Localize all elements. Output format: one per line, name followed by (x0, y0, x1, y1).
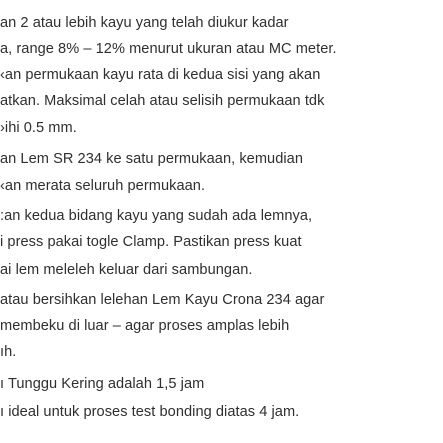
text-line-12: membeku di luar – agar proses amplas lebih (0, 318, 290, 334)
text-line-4: atkan. Maksimal celah atau selisih permukaan tdk (0, 93, 325, 109)
text-line-8: :an kedua bidang kayu yang sudah ada lemnya, (0, 208, 313, 224)
text-line-10: ai lem meleleh keluar dari sambungan. (0, 262, 253, 278)
text-line-2: a, range 8% – 12% menurut ukuran atau MC meter. (0, 41, 337, 57)
text-line-3: ‹an permukaan kayu rata di kedua sisi yang akan (0, 67, 321, 83)
text-line-13: ıh. (0, 344, 17, 360)
text-line-5: ›ihi 0.5 mm. (0, 120, 77, 136)
text-line-14: ı Tunggu Kering adalah 1,5 jam (0, 376, 205, 392)
text-line-6: an Lem SR 234 ke satu permukaan, kemudian (0, 151, 304, 167)
text-line-9: i press pakai togle Clamp. Pastikan press kuat (0, 234, 302, 250)
text-line-7: ‹an merata seluruh permukaan. (0, 178, 206, 194)
text-line-15: ı ideal untuk proses test bonding diatas 4 jam. (0, 404, 300, 420)
text-line-1: an 2 atau lebih kayu yang telah diukur kadar (0, 15, 289, 31)
text-line-11: atau bersihkan lelehan Lem Kayu Crona 234 agar (0, 292, 325, 308)
